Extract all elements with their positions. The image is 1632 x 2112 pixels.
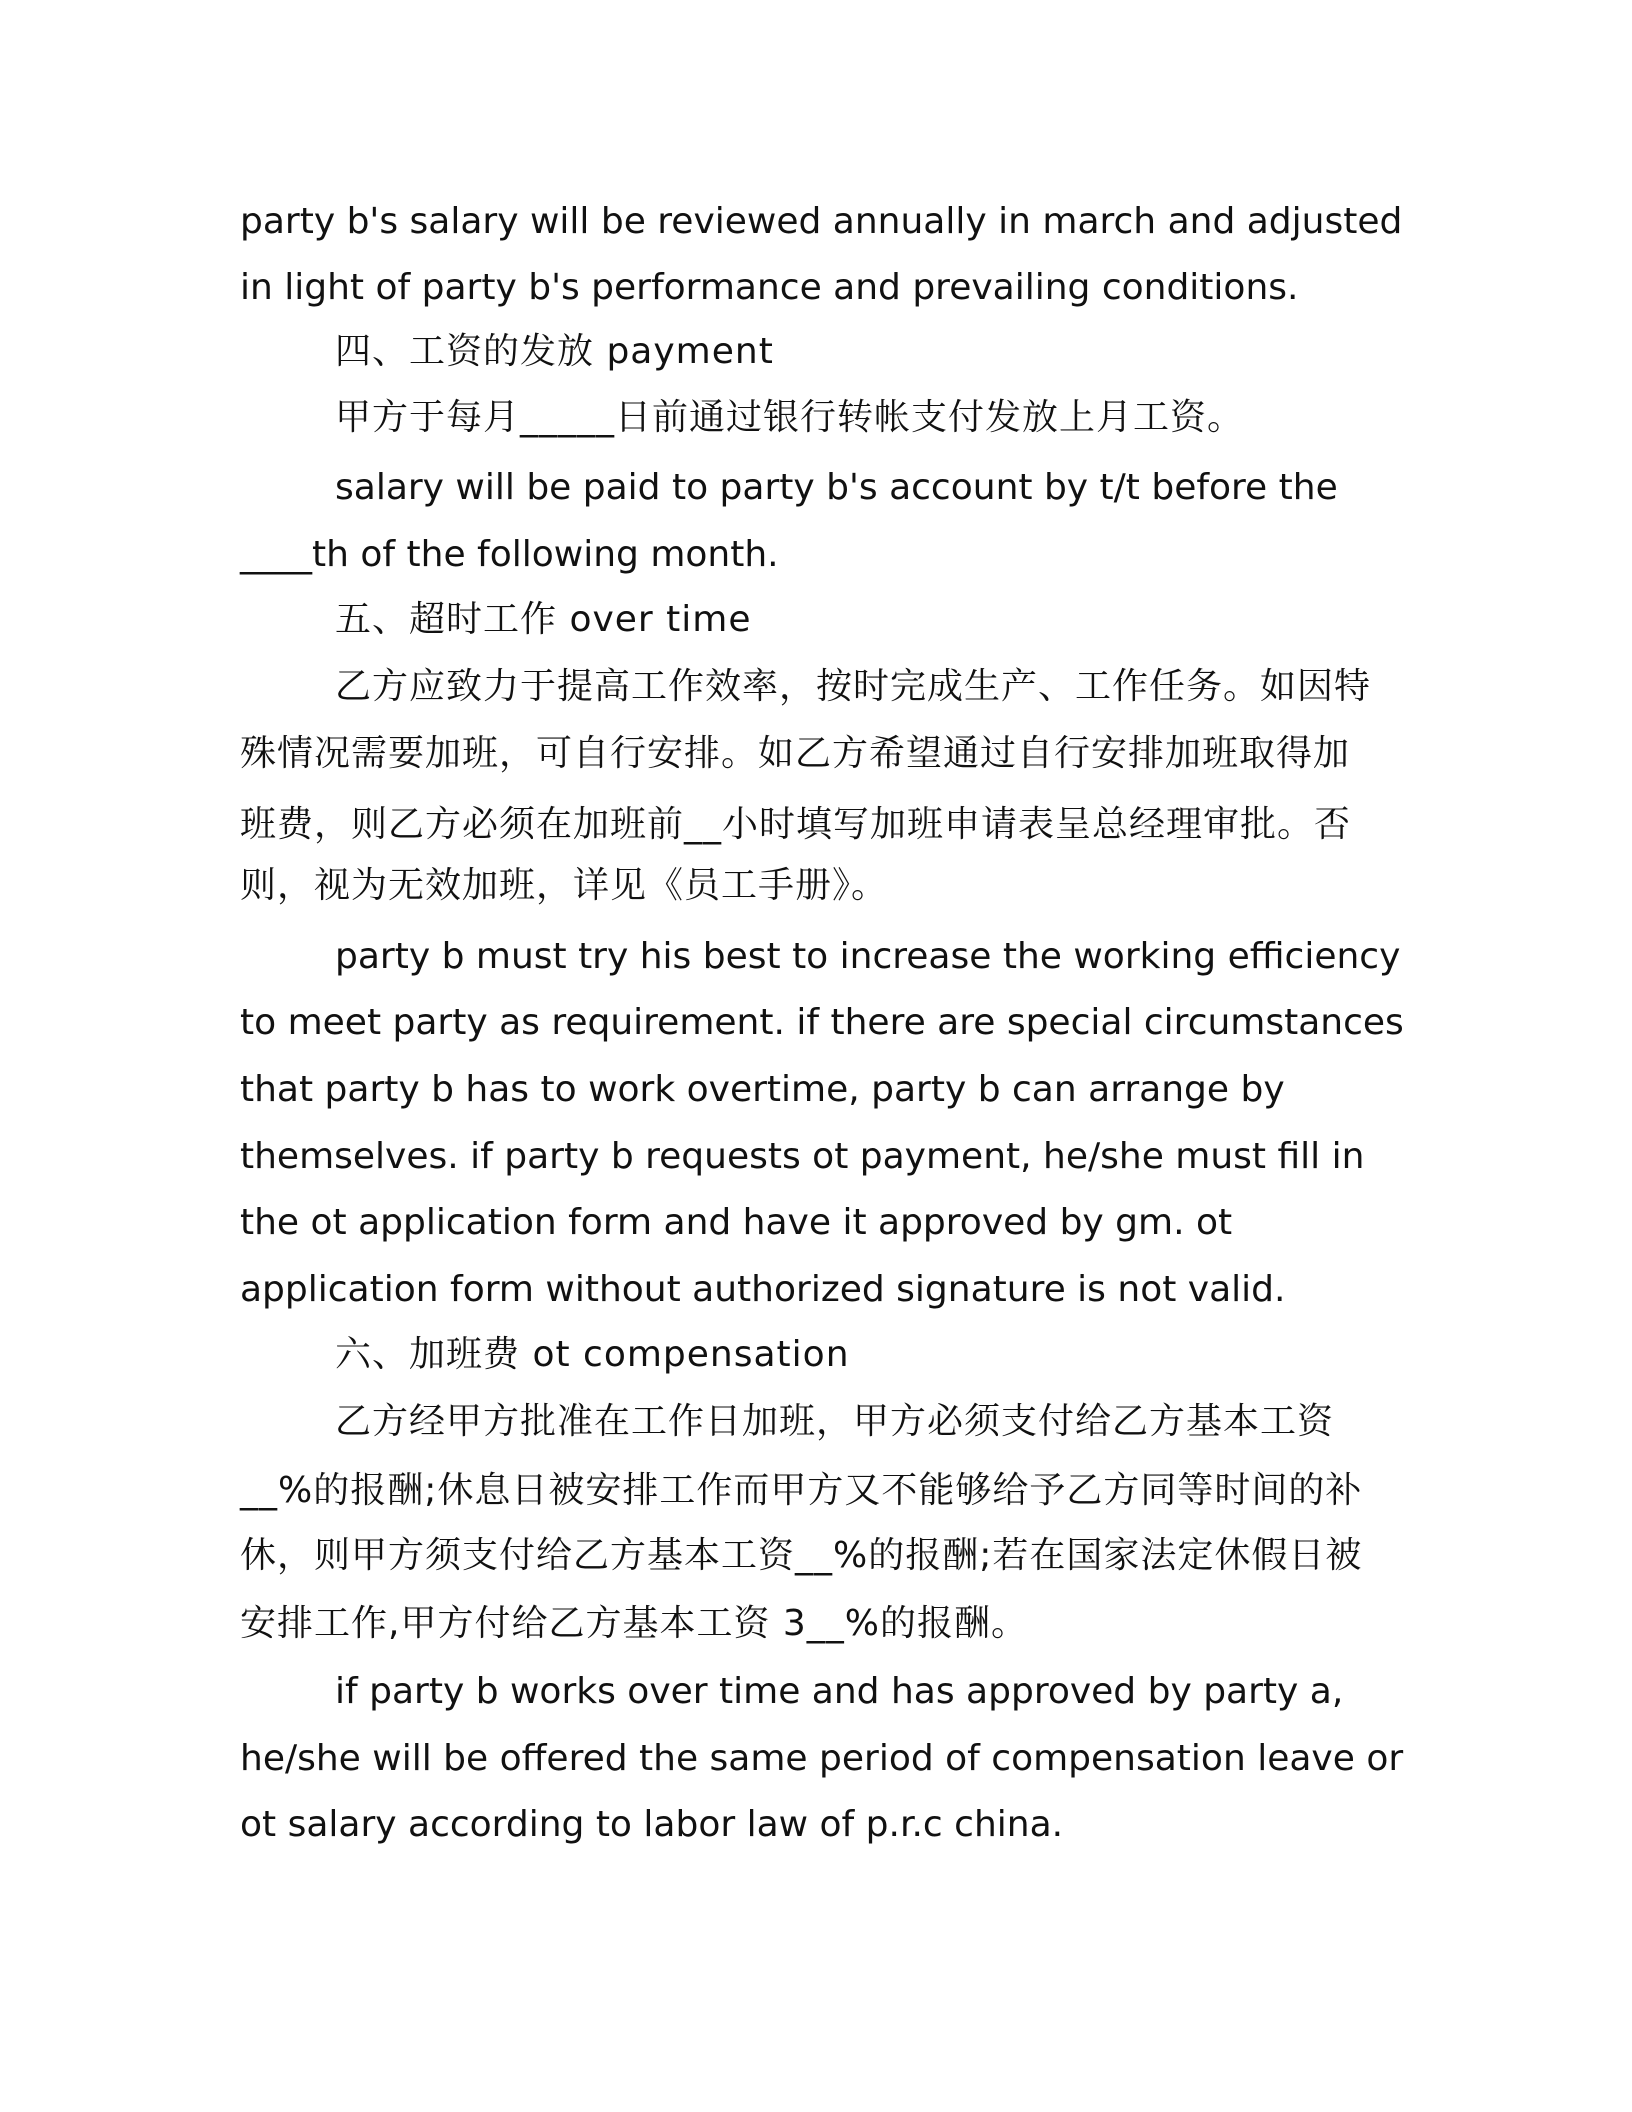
- overtime-clause-cn-line-2: 殊情况需要加班，可自行安排。如乙方希望通过自行安排加班取得加: [240, 733, 1351, 774]
- payment-clause-en-line-1: salary will be paid to party b's account by t/t before the: [335, 467, 1338, 508]
- overtime-clause-cn-line-3: 班费，则乙方必须在加班前__小时填写加班申请表呈总经理审批。否: [240, 804, 1352, 845]
- overtime-clause-en-line-4: themselves. if party b requests ot payment, he/she must fill in: [240, 1136, 1365, 1177]
- section-6-heading: 六、加班费 ot compensation: [335, 1334, 850, 1375]
- overtime-clause-en-line-6: application form without authorized signature is not valid.: [240, 1269, 1286, 1310]
- compensation-clause-en-line-2: he/she will be offered the same period of compensation leave or: [240, 1738, 1404, 1779]
- compensation-clause-cn-line-4: 安排工作,甲方付给乙方基本工资 3__%的报酬。: [240, 1603, 1028, 1644]
- payment-clause-cn: 甲方于每月_____日前通过银行转帐支付发放上月工资。: [335, 397, 1245, 438]
- compensation-clause-cn-line-2: __%的报酬;休息日被安排工作而甲方又不能够给予乙方同等时间的补: [240, 1470, 1363, 1511]
- compensation-clause-cn-line-1: 乙方经甲方批准在工作日加班，甲方必须支付给乙方基本工资: [335, 1401, 1335, 1442]
- overtime-clause-cn-line-1: 乙方应致力于提高工作效率，按时完成生产、工作任务。如因特: [335, 666, 1372, 707]
- payment-clause-en-line-2: ____th of the following month.: [240, 534, 779, 575]
- overtime-clause-en-line-3: that party b has to work overtime, party b can arrange by: [240, 1069, 1285, 1110]
- overtime-clause-en-line-2: to meet party as requirement. if there are special circumstances: [240, 1002, 1404, 1043]
- compensation-clause-en-line-1: if party b works over time and has approved by party a,: [335, 1671, 1344, 1712]
- section-5-heading: 五、超时工作 over time: [335, 599, 752, 640]
- overtime-clause-en-line-5: the ot application form and have it approved by gm. ot: [240, 1202, 1233, 1243]
- overtime-clause-cn-line-4: 则，视为无效加班，详见《员工手册》。: [240, 865, 889, 906]
- compensation-clause-en-line-3: ot salary according to labor law of p.r.c china.: [240, 1804, 1064, 1845]
- salary-review-line-2: in light of party b's performance and prevailing conditions.: [240, 267, 1299, 308]
- salary-review-line-1: party b's salary will be reviewed annually in march and adjusted: [240, 201, 1403, 242]
- section-4-heading: 四、工资的发放 payment: [335, 331, 774, 372]
- overtime-clause-en-line-1: party b must try his best to increase the working efficiency: [335, 936, 1401, 977]
- compensation-clause-cn-line-3: 休，则甲方须支付给乙方基本工资__%的报酬;若在国家法定休假日被: [240, 1535, 1363, 1576]
